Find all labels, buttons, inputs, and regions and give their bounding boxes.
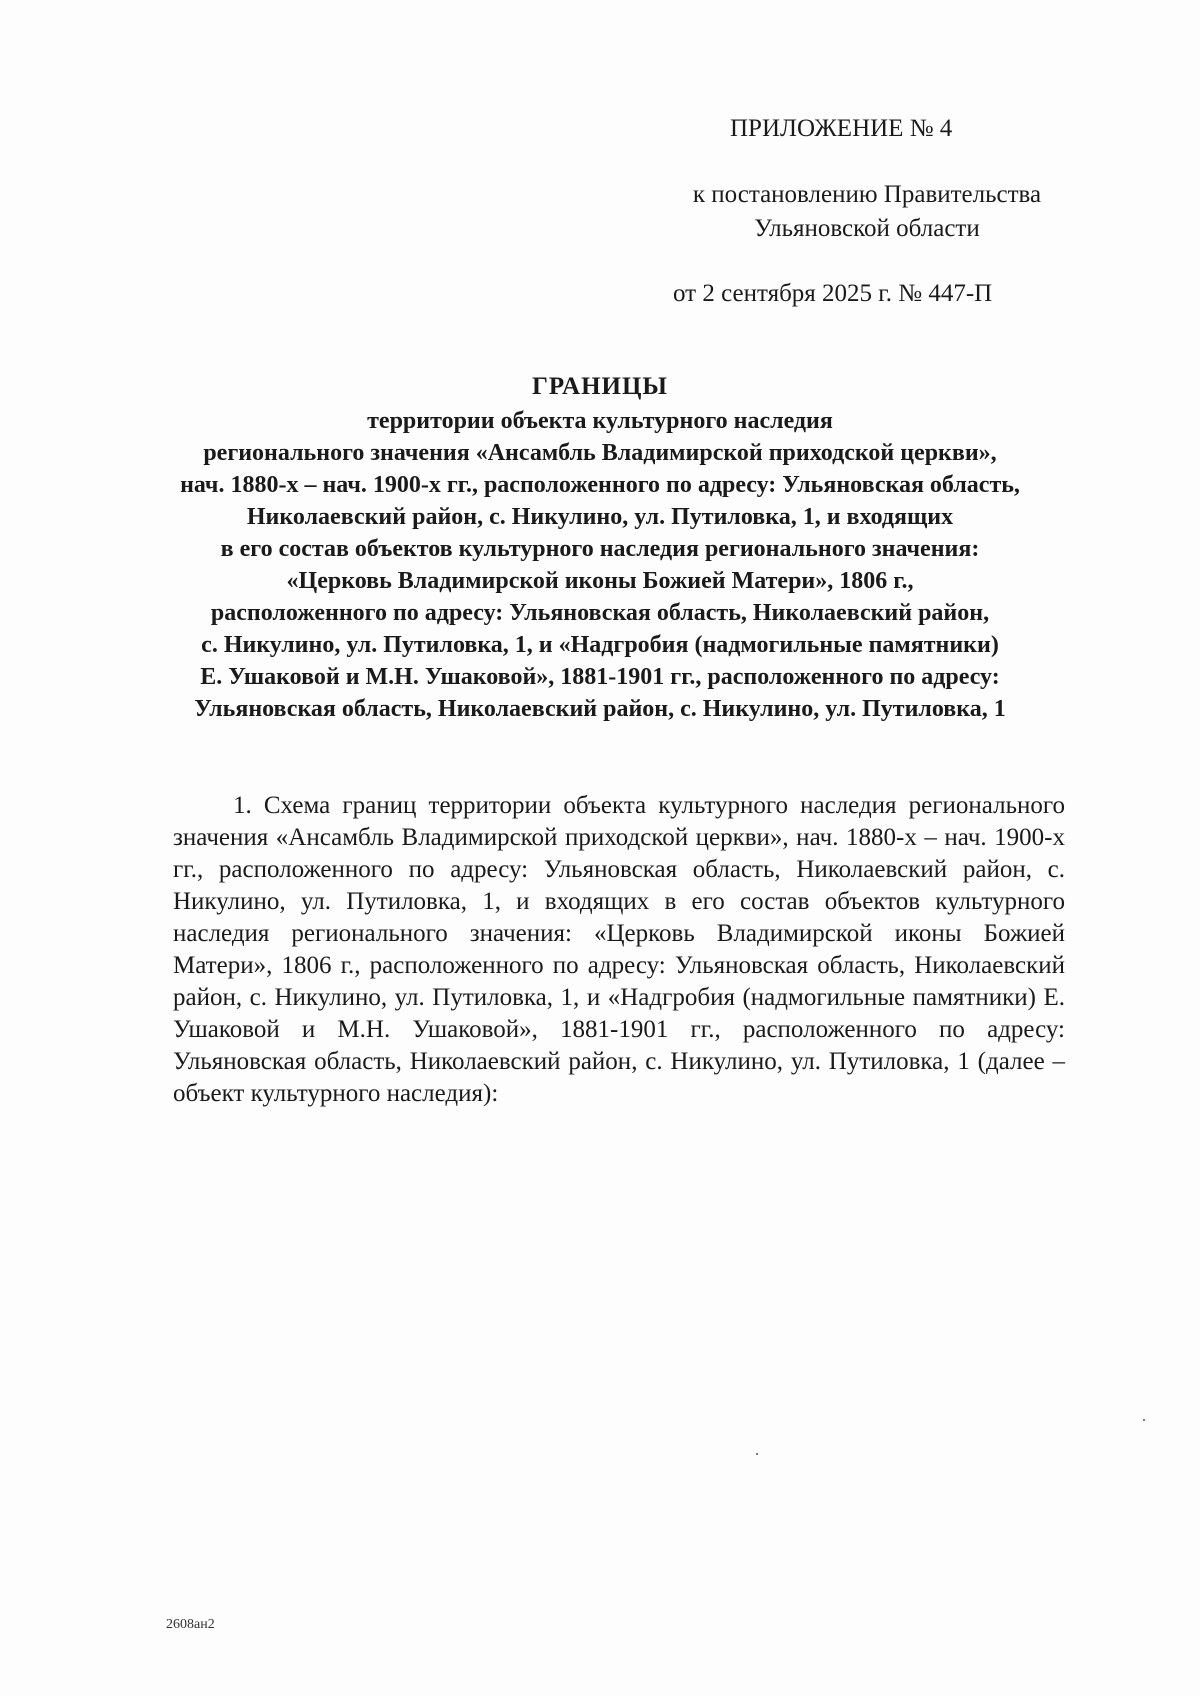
body-paragraph: 1. Схема границ территории объекта культурного наследия регионального значения «Ансамбль Владимирской приходской церкви», нач. 1880-х – нач. 1900-х гг., расположенного по адресу: Ульяновская область, Николаевский район, с. Никулино, ул. Путиловка, 1, и входящих в его состав объектов культурного наследия регионального значения: «Церковь Владимирской иконы Божией Матери», 1806 г., расположенного по адресу: Ульяновская область, Николаевский район, с. Никулино, ул. Путиловка, 1, и «Надгробия (надмогильные памятники) Е. Ушаковой и М.Н. Ушаковой», 1881-1901 гг., расположенного по адресу: Ульяновская область, Николаевский район, с. Никулино, ул. Путиловка, 1 (далее – объект культурного наследия): [173, 792, 1065, 1107]
title-line: нач. 1880-х – нач. 1900-х гг., расположенного по адресу: Ульяновская область, [180, 472, 1020, 498]
title-line: «Церковь Владимирской иконы Божией Матери», 1806 г., [286, 568, 914, 594]
title-line: Николаевский район, с. Никулино, ул. Путиловка, 1, и входящих [246, 504, 954, 530]
scan-speck [756, 1453, 758, 1455]
footer-document-code: 2608ан2 [166, 1617, 215, 1632]
title-line: регионального значения «Ансамбль Владимирской приходской церкви», [203, 440, 997, 466]
scan-speck [1143, 1419, 1145, 1421]
title-line: Е. Ушаковой и М.Н. Ушаковой», 1881-1901 гг., расположенного по адресу: [200, 664, 1000, 690]
title-line: Ульяновская область, Николаевский район, с. Никулино, ул. Путиловка, 1 [194, 696, 1006, 722]
appendix-reference [662, 178, 1072, 246]
title-line: с. Никулино, ул. Путиловка, 1, и «Надгробия (надмогильные памятники) [201, 632, 999, 658]
appendix-reference-line: к постановлению Правительства [692, 181, 1042, 208]
title-line: расположенного по адресу: Ульяновская область, Николаевский район, [210, 600, 990, 626]
title-line: территории объекта культурного наследия [367, 408, 833, 434]
document-title: ГРАНИЦЫ [532, 373, 668, 400]
appendix-number: ПРИЛОЖЕНИЕ № 4 [730, 115, 953, 142]
title-line: в его состав объектов культурного наследия регионального значения: [220, 536, 980, 562]
appendix-date: от 2 сентября 2025 г. № 447-П [673, 280, 993, 307]
document-title-block [150, 371, 1050, 725]
appendix-reference-line: Ульяновской области [754, 215, 980, 242]
